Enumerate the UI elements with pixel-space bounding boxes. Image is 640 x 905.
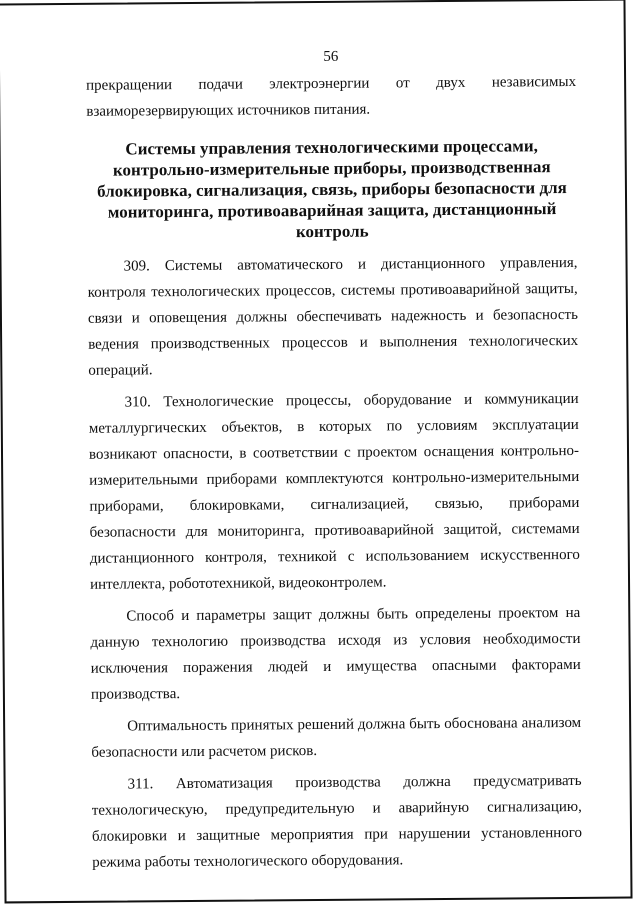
intro-paragraph: прекращении подачи электроэнергии от двух независимых взаиморезервирующих источников питания. <box>86 73 577 120</box>
paragraph-310: 310. Технологические процессы, оборудование и коммуникации металлургических объектов, в которых по условиям эксплуатации возникают опасности, в соответствии с проектом оснащения контрольно-измерительными приборами комплектуются контрольно-измерительными приборами, блокировками, сигнализацией, связью, приборами безопасности для мониторинга, противоаварийной защитой, системами дистанционного контроля, техникой с использованием искусственного интеллекта, робототехникой, видеоконтролем. <box>88 390 580 593</box>
page-number: 56 <box>323 48 339 65</box>
paragraph-optimality: Оптимальность принятых решений должна быть обоснована анализом безопасности или расчетом рисков. <box>91 714 582 761</box>
section-heading: Системы управления технологическими процессами, контрольно-измерительные приборы, производственная блокировка, сигнализация, связь, приборы безопасности для мониторинга, противоаварийная защита, дистанционный контроль <box>97 136 567 242</box>
paragraph-309: 309. Системы автоматического и дистанционного управления, контроля технологических процессов, системы противоаварийной защиты, связи и оповещения должны обеспечивать надежность и безопасность ведения производственных процессов и выполнения технологических операций. <box>87 254 579 379</box>
page-body <box>86 45 583 882</box>
paragraph-protection-method: Способ и параметры защит должны быть определены проектом на данную технологию производства исходя из условия необходимости исключения поражения людей и имущества опасными факторами производства. <box>90 604 581 703</box>
paragraph-311: 311. Автоматизация производства должна предусматривать технологическую, предупредительную и аварийную сигнализацию, блокировки и защитные мероприятия при нарушении установленного режима работы технологического оборудования. <box>91 772 583 871</box>
